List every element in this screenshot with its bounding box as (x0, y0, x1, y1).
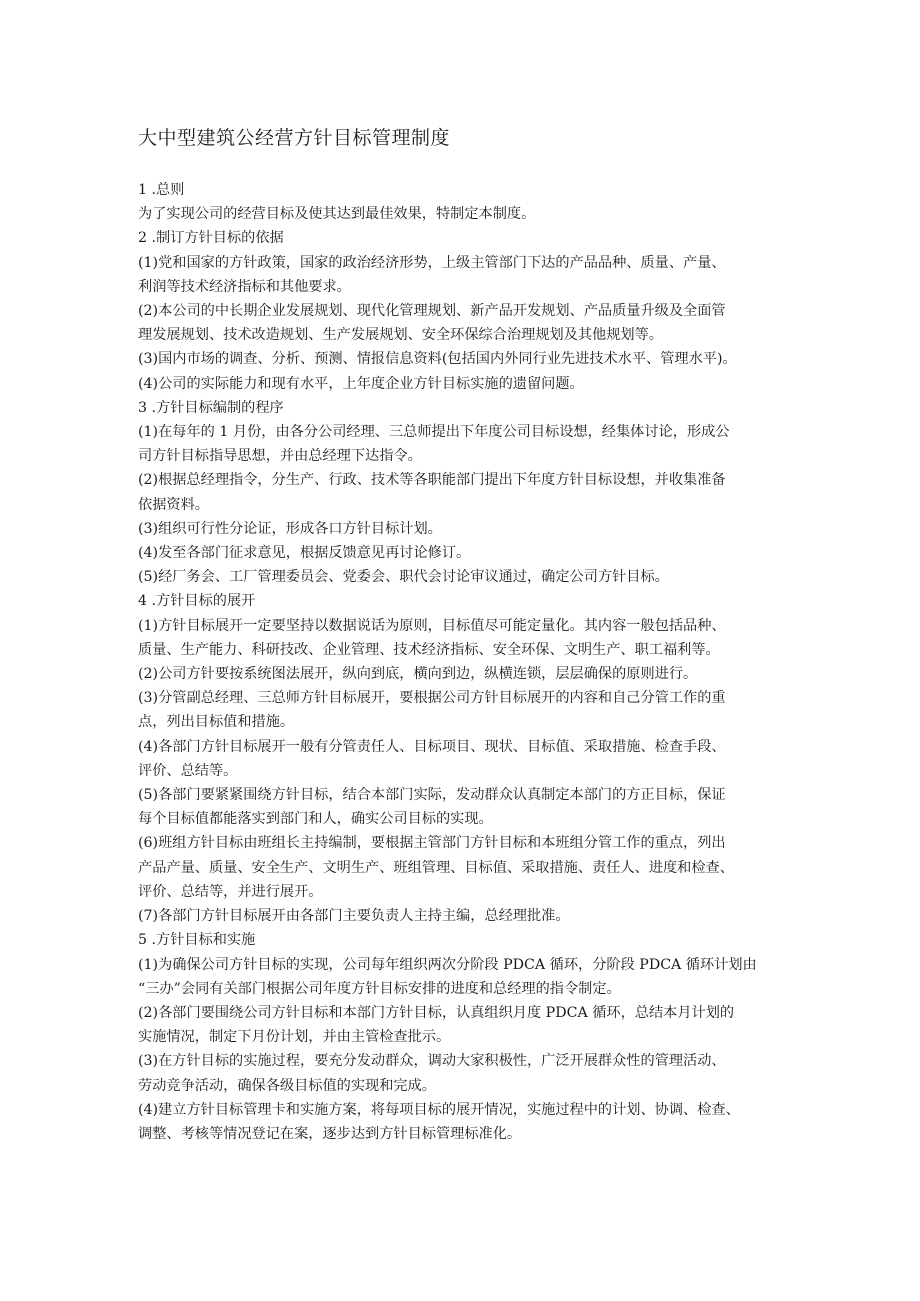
paragraph-line: (4)建立方针目标管理卡和实施方案，将每项目标的展开情况，实施过程中的计划、协调、检查、 (138, 1101, 740, 1118)
paragraph-line: 评价、总结等。 (138, 762, 238, 779)
paragraph-line: (4)发至各部门征求意见，根据反馈意见再讨论修订。 (138, 545, 471, 562)
document-title: 大中型建筑公经营方针目标管理制度 (138, 127, 451, 149)
paragraph-line: (5)经厂务会、工厂管理委员会、党委会、职代会讨论审议通过，确定公司方针目标。 (138, 569, 669, 586)
paragraph-line: 劳动竞争活动，确保各级目标值的实现和完成。 (138, 1077, 436, 1094)
paragraph-line: 质量、生产能力、科研技改、企业管理、技术经济指标、安全环保、文明生产、职工福利等。 (138, 641, 720, 658)
paragraph-line: 司方针目标指导思想，并由总经理下达指令。 (138, 448, 422, 465)
document-body (138, 178, 798, 1146)
paragraph-line: (4)各部门方针目标展开一般有分管责任人、目标项目、现状、目标值、采取措施、检查手段、 (138, 738, 726, 755)
paragraph-line: (3)在方针目标的实施过程，要充分发动群众，调动大家积极性，广泛开展群众性的管理活动、 (138, 1053, 726, 1070)
paragraph-line: (6)班组方针目标由班组长主持编制，要根据主管部门方针目标和本班组分管工作的重点，列出 (138, 835, 726, 852)
section-heading: 1 .总则 (138, 182, 185, 198)
paragraph-line: (3)分管副总经理、三总师方针目标展开，要根据公司方针目标展开的内容和自己分管工作的重 (138, 690, 726, 707)
paragraph-line: (2)根据总经理指令，分生产、行政、技术等各职能部门提出下年度方针目标设想，并收集准备 (138, 472, 726, 489)
paragraph-line: (1)在每年的 1 月份，由各分公司经理、三总师提出下年度公司目标设想，经集体讨论，形成公 (138, 424, 730, 441)
paragraph-line: (1)方针目标展开一定要坚持以数据说话为原则，目标值尽可能定量化。其内容一般包括品种、 (138, 617, 726, 634)
paragraph-line: 为了实现公司的经营目标及使其达到最佳效果，特制定本制度。 (138, 206, 536, 223)
paragraph-line: (4)公司的实际能力和现有水平，上年度企业方针目标实施的遗留问题。 (138, 375, 584, 392)
document-page (138, 124, 798, 1146)
paragraph-line: (1)为确保公司方针目标的实现，公司每年组织两次分阶段 PDCA 循环，分阶段 PDCA 循环计划由 (138, 956, 757, 973)
paragraph-line: 每个目标值都能落实到部门和人，确实公司目标的实现。 (138, 811, 493, 828)
section-heading: 5 .方针目标和实施 (138, 932, 256, 949)
paragraph-line: (7)各部门方针目标展开由各部门主要负责人主持主编，总经理批准。 (138, 908, 570, 925)
paragraph-line: (5)各部门要紧紧围绕方针目标，结合本部门实际，发动群众认真制定本部门的方正目标，保证 (138, 787, 726, 804)
paragraph-line: (3)组织可行性分论证，形成各口方针目标计划。 (138, 520, 442, 537)
paragraph-line: 理发展规划、技术改造规划、生产发展规划、安全环保综合治理规划及其他规划等。 (138, 327, 663, 344)
section-heading: 4 .方针目标的展开 (138, 593, 256, 610)
paragraph-line: 调整、考核等情况登记在案，逐步达到方针目标管理标准化。 (138, 1125, 522, 1142)
paragraph-line: (2)公司方针要按系统图法展开，纵向到底，横向到边，纵横连锁，层层确保的原则进行。 (138, 666, 698, 683)
paragraph-line: 产品产量、质量、安全生产、文明生产、班组管理、目标值、采取措施、责任人、进度和检查、 (138, 859, 734, 876)
paragraph-line: 实施情况，制定下月份计划，并由主管检查批示。 (138, 1029, 451, 1046)
paragraph-line: 点，列出目标值和措施。 (138, 714, 295, 731)
paragraph-line: (2)各部门要围绕公司方针目标和本部门方针目标，认真组织月度 PDCA 循环，总结本月计划的 (138, 1004, 735, 1021)
paragraph-line: (1)党和国家的方针政策，国家的政治经济形势，上级主管部门下达的产品品种、质量、产量、 (138, 254, 726, 271)
section-heading: 2 .制订方针目标的依据 (138, 230, 284, 247)
paragraph-line: 评价、总结等，并进行展开。 (138, 883, 323, 900)
section-heading: 3 .方针目标编制的程序 (138, 399, 284, 416)
paragraph-line: (3)国内市场的调查、分析、预测、情报信息资料(包括国内外同行业先进技术水平、管理水平)。 (138, 351, 737, 368)
paragraph-line: “三办”会同有关部门根据公司年度方针目标安排的进度和总经理的指令制定。 (138, 980, 621, 997)
paragraph-line: 利润等技术经济指标和其他要求。 (138, 278, 351, 295)
paragraph-line: 依据资料。 (138, 496, 209, 513)
paragraph-line: (2)本公司的中长期企业发展规划、现代化管理规划、新产品开发规划、产品质量升级及全面管 (138, 303, 726, 320)
